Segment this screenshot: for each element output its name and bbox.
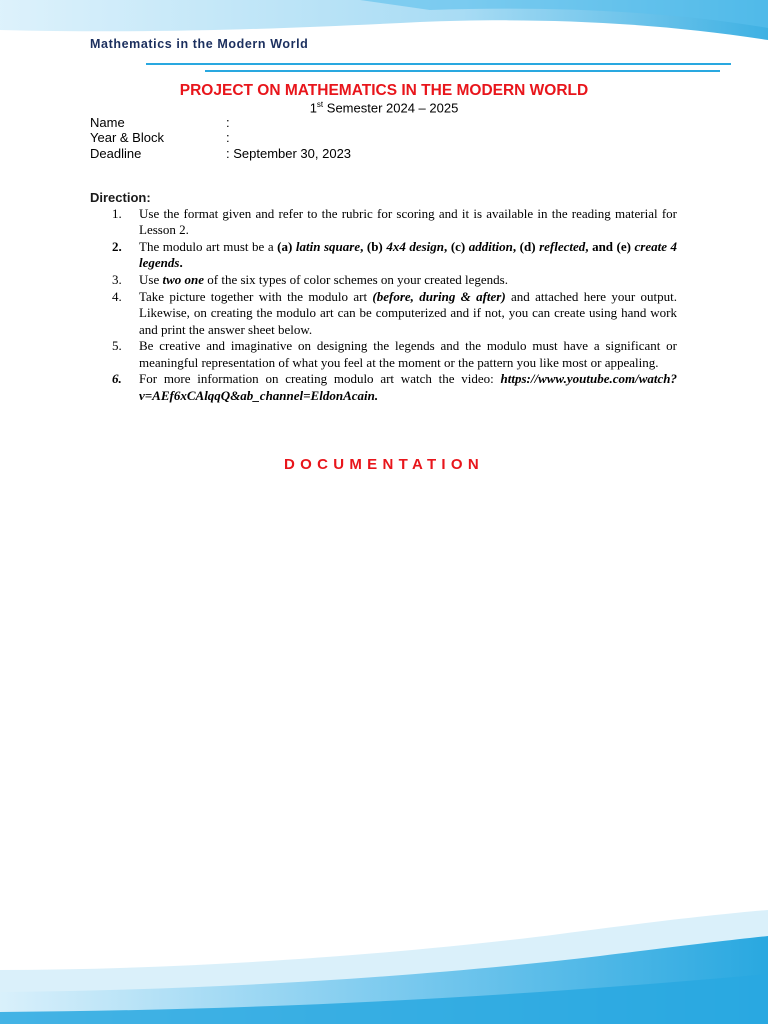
- year-block-label: Year & Block: [90, 130, 164, 145]
- semester-line: [0, 100, 768, 115]
- direction-text-run: https://www.youtube.com/watch?v=AEf6xCAlqqQ&ab_channel=EldonAcain.: [139, 371, 677, 403]
- header-rule-top: [146, 63, 731, 65]
- direction-list: [108, 206, 677, 405]
- direction-text-run: Use the format given and refer to the rubric for scoring and it is available in the reading material for Lesson 2.: [139, 206, 677, 238]
- semester-text: Semester 2024 – 2025: [323, 100, 459, 116]
- direction-item-number: 3.: [112, 272, 122, 288]
- year-block-row: [90, 130, 230, 145]
- direction-item: [108, 371, 677, 404]
- footer-wave-decoration: [0, 900, 768, 1024]
- direction-text-run: Take picture together with the modulo art: [139, 288, 373, 304]
- direction-text-run: , (d): [512, 239, 540, 255]
- direction-text-run: .: [179, 255, 183, 271]
- direction-item-text: [139, 239, 677, 272]
- direction-text-run: Be creative and imaginative on designing the legends and the modulo must have a significant or meaningful representation of what you feel at the moment or the pattern you like most or appealing.: [139, 338, 677, 370]
- direction-text-run: , (c): [444, 239, 469, 255]
- direction-text-run: Use: [139, 272, 163, 288]
- direction-text-run: The modulo art must be a: [139, 239, 278, 255]
- direction-item-text: [139, 206, 677, 239]
- direction-item: [108, 206, 677, 239]
- direction-item: [108, 239, 677, 272]
- name-value: :: [226, 115, 230, 130]
- semester-ordinal: 1: [309, 100, 317, 116]
- direction-text-run: 4x4 design: [386, 239, 445, 255]
- year-block-value: :: [226, 130, 230, 145]
- direction-item-number: 2.: [112, 239, 122, 255]
- direction-text-run: of the six types of color schemes on your created legends.: [204, 272, 508, 288]
- direction-text-run: latin square: [295, 239, 361, 255]
- deadline-label: Deadline: [90, 146, 142, 161]
- name-row: [90, 115, 230, 130]
- direction-item-number: 5.: [112, 338, 122, 354]
- direction-text-run: addition: [468, 239, 513, 255]
- direction-item: [108, 289, 677, 338]
- deadline-row: [90, 146, 351, 161]
- documentation-heading: DOCUMENTATION: [284, 456, 484, 473]
- direction-item-number: 6.: [112, 371, 122, 387]
- deadline-value: : September 30, 2023: [226, 146, 352, 161]
- direction-text-run: two one: [162, 272, 205, 288]
- header-subject: Mathematics in the Modern World: [90, 37, 309, 51]
- direction-text-run: and attached here your output. Likewise, on creating the modulo art can be computerized and if not, you can create using hand work and print the answer sheet below.: [139, 288, 678, 337]
- direction-item-text: [139, 371, 677, 404]
- direction-item: [108, 272, 677, 288]
- direction-text-run: , (b): [360, 239, 387, 255]
- name-label: Name: [90, 115, 125, 130]
- direction-item-number: 1.: [112, 206, 122, 221]
- project-title: PROJECT ON MATHEMATICS IN THE MODERN WORLD: [179, 82, 589, 99]
- direction-item-text: [139, 289, 677, 338]
- direction-item-text: [139, 272, 677, 288]
- direction-text-run: create 4 legends: [139, 239, 678, 271]
- direction-item-number: 4.: [112, 288, 122, 304]
- direction-item-text: [139, 338, 677, 371]
- direction-text-run: For more information on creating modulo art watch the video:: [139, 371, 501, 387]
- direction-text-run: (a): [277, 239, 296, 255]
- direction-text-run: reflected: [539, 239, 586, 255]
- semester-sup: st: [316, 100, 324, 109]
- direction-heading: Direction:: [90, 190, 151, 205]
- direction-text-run: (before, during & after): [372, 288, 506, 304]
- direction-text-run: , and (e): [585, 239, 635, 255]
- header-rule-bottom: [205, 70, 720, 72]
- direction-item: [108, 338, 677, 371]
